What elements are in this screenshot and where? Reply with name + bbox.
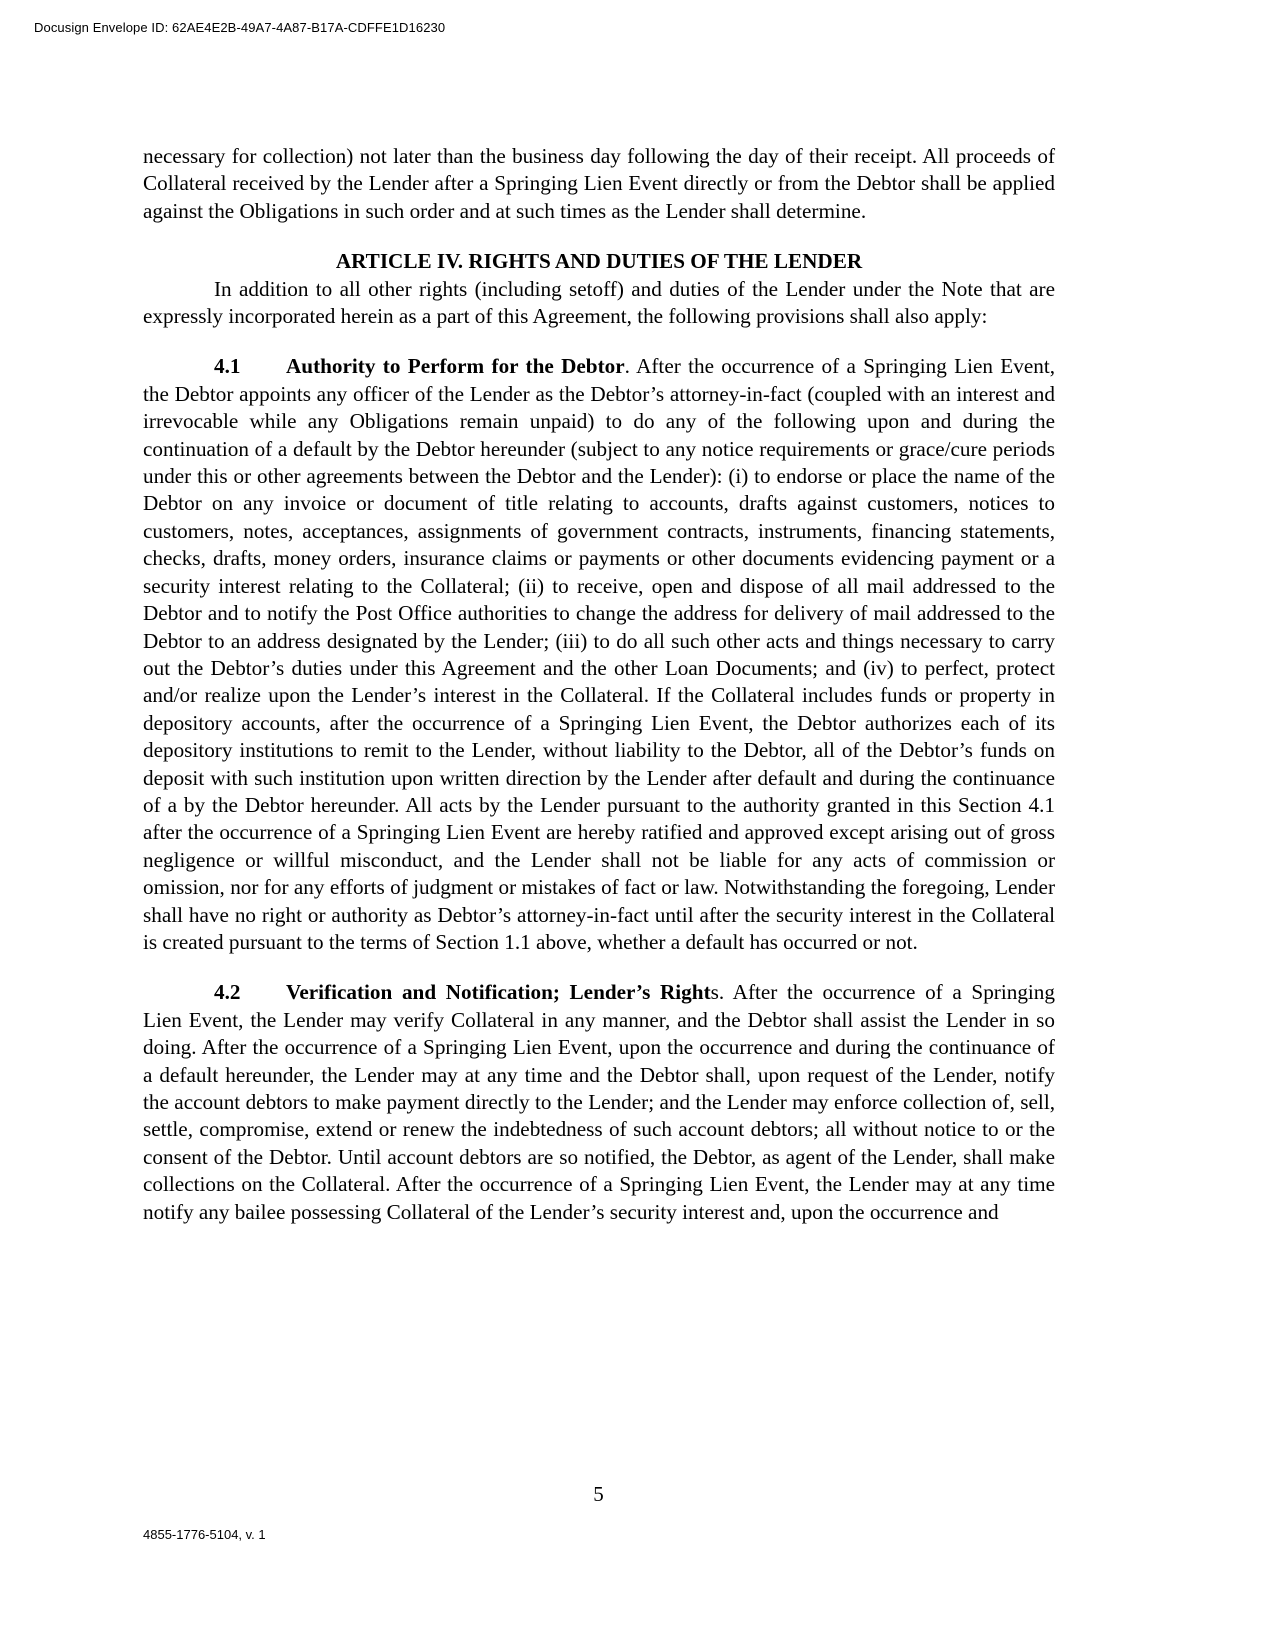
section-title-tail: s	[710, 980, 719, 1005]
section-title: Authority to Perform for the Debtor	[286, 354, 625, 379]
section-text: . After the occurrence of a Springing Lien Event, the Debtor appoints any officer of the Lender as the Debtor’s attorney-in-fact (coupled with an interest and irrevocable while any Obligations remain unpaid) to do any of the following upon and during the continuation of a default by the Debtor hereunder (subject to any notice requirements or grace/cure periods under this or other agreements between the Debtor and the Lender): (i) to endorse or place the name of the Debtor on any invoice or document of title relating to accounts, drafts against customers, notices to customers, notes, acceptances, assignments of government contracts, instruments, financing statements, checks, drafts, money orders, insurance claims or payments or other documents evidencing payment or a security interest relating to the Collateral; (ii) to receive, open and dispose of all mail addressed to the Debtor and to notify the Post Office authorities to change the address for delivery of mail addressed to the Debtor to an address designated by the Lender; (iii) to do all such other acts and things necessary to carry out the Debtor’s duties under this Agreement and the other Loan Documents; and (iv) to perfect, protect and/or realize upon the Lender’s interest in the Collateral. If the Collateral includes funds or property in depository accounts, after the occurrence of a Springing Lien Event, the Debtor authorizes each of its depository institutions to remit to the Lender, without liability to the Debtor, all of the Debtor’s funds on deposit with such institution upon written direction by the Lender after default and during the continuance of a by the Debtor hereunder. All acts by the Lender pursuant to the authority granted in this Section 4.1 after the occurrence of a Springing Lien Event are hereby ratified and approved except arising out of gross negligence or willful misconduct, and the Lender shall not be liable for any acts of commission or omission, nor for any efforts of judgment or mistakes of fact or law. Notwithstanding the foregoing, Lender shall have no right or authority as Debtor’s attorney-in-fact until after the security interest in the Collateral is created pursuant to the terms of Section 1.1 above, whether a default has occurred or not.	[143, 354, 1055, 954]
section-number: 4.2	[214, 980, 241, 1005]
intro-paragraph: In addition to all other rights (including setoff) and duties of the Lender under the Note that are expressly incorporated herein as a part of this Agreement, the following provisions shall also apply:	[143, 276, 1055, 329]
section-4-2	[143, 979, 1055, 1226]
section-title: Verification and Notification; Lender’s Right	[286, 980, 711, 1005]
envelope-id: Docusign Envelope ID: 62AE4E2B-49A7-4A87-B17A-CDFFE1D16230	[34, 20, 446, 35]
continuation-paragraph: necessary for collection) not later than the business day following the day of their receipt. All proceeds of Collateral received by the Lender after a Springing Lien Event directly or from the Debtor shall be applied against the Obligations in such order and at such times as the Lender shall determine.	[143, 144, 1055, 223]
document-body	[143, 143, 1055, 1226]
section-4-1	[143, 353, 1055, 956]
section-number: 4.1	[214, 354, 241, 379]
article-heading: ARTICLE IV. RIGHTS AND DUTIES OF THE LENDER	[335, 249, 863, 274]
page-number: 5	[593, 1482, 604, 1506]
section-text: . After the occurrence of a Springing Lien Event, the Lender may verify Collateral in any manner, and the Debtor shall assist the Lender in so doing. After the occurrence of a Springing Lien Event, upon the occurrence and during the continuance of a default hereunder, the Lender may at any time and the Debtor shall, upon request of the Lender, notify the account debtors to make payment directly to the Lender; and the Lender may enforce collection of, sell, settle, compromise, extend or renew the indebtedness of such account debtors; all without notice to or the consent of the Debtor. Until account debtors are so notified, the Debtor, as agent of the Lender, shall make collections on the Collateral. After the occurrence of a Springing Lien Event, the Lender may at any time notify any bailee possessing Collateral of the Lender’s security interest and, upon the occurrence and	[143, 980, 1055, 1224]
document-id: 4855-1776-5104, v. 1	[143, 1527, 266, 1542]
